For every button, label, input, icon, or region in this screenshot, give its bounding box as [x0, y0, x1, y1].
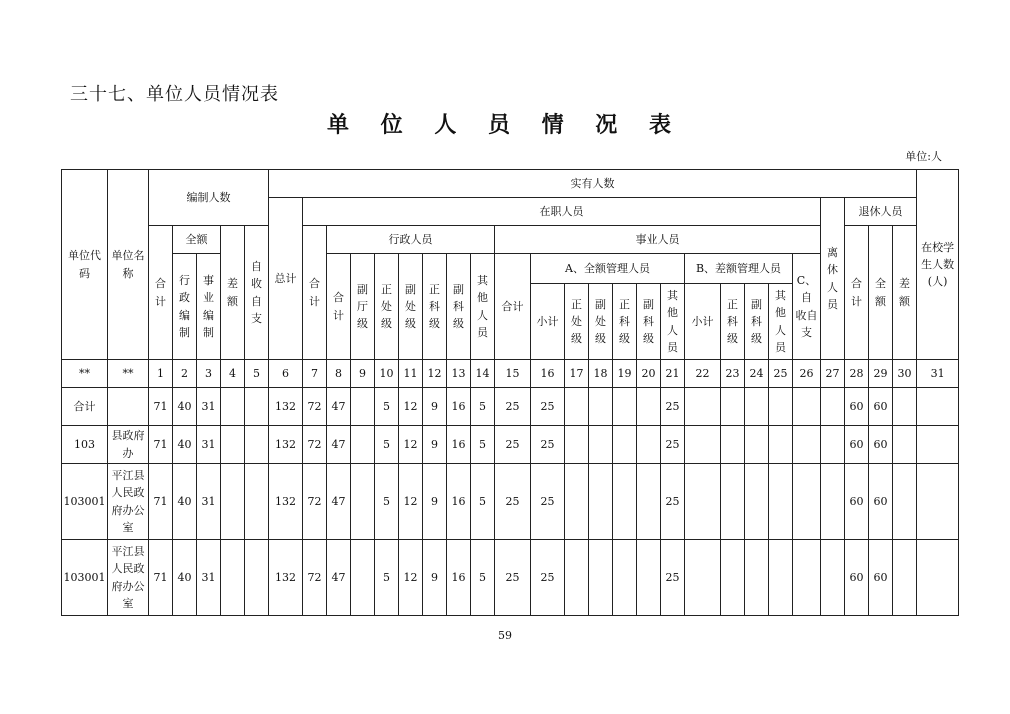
data-cell: 60 [845, 540, 869, 616]
data-cell [769, 464, 793, 540]
row-unit-name [108, 388, 149, 426]
data-cell [793, 464, 821, 540]
data-cell: 9 [423, 540, 447, 616]
data-cell: 31 [197, 464, 221, 540]
data-cell: 72 [303, 540, 327, 616]
data-cell [221, 464, 245, 540]
header-xz-qita: 其 他 人 员 [471, 254, 495, 360]
data-cell [589, 540, 613, 616]
data-cell [245, 464, 269, 540]
data-cell [351, 426, 375, 464]
header-tuixiu: 退休人员 [845, 198, 917, 226]
data-cell [917, 426, 959, 464]
data-cell [685, 464, 721, 540]
data-cell [351, 388, 375, 426]
header-a-qita: 其 他 人 员 [661, 284, 685, 360]
data-cell: 12 [399, 540, 423, 616]
column-index: 10 [375, 360, 399, 388]
data-cell [893, 426, 917, 464]
data-cell: 40 [173, 464, 197, 540]
row-code: 103001 [62, 464, 108, 540]
data-cell [685, 540, 721, 616]
data-cell: 25 [661, 540, 685, 616]
column-index: 9 [351, 360, 375, 388]
column-index: 4 [221, 360, 245, 388]
data-cell: 25 [495, 464, 531, 540]
data-cell [245, 426, 269, 464]
row-unit-name: 平江县人民政府办公室 [108, 464, 149, 540]
data-cell [793, 540, 821, 616]
header-b-qita: 其 他 人 员 [769, 284, 793, 360]
data-cell: 25 [531, 540, 565, 616]
data-cell [721, 540, 745, 616]
column-index: 16 [531, 360, 565, 388]
data-cell [221, 388, 245, 426]
column-index: 25 [769, 360, 793, 388]
data-cell [821, 464, 845, 540]
header-shiye-bianzhi: 事 业 编 制 [197, 254, 221, 360]
column-index: ** [62, 360, 108, 388]
data-cell: 31 [197, 388, 221, 426]
column-index: 17 [565, 360, 589, 388]
data-cell: 25 [661, 426, 685, 464]
data-cell: 16 [447, 464, 471, 540]
data-cell: 47 [327, 540, 351, 616]
header-a-zheng-ke: 正 科 级 [613, 284, 637, 360]
data-cell [589, 426, 613, 464]
column-index: 30 [893, 360, 917, 388]
data-cell: 5 [375, 464, 399, 540]
data-cell [769, 540, 793, 616]
table-row [62, 388, 959, 426]
data-cell [637, 388, 661, 426]
column-index: 21 [661, 360, 685, 388]
data-cell [821, 426, 845, 464]
data-cell [613, 426, 637, 464]
data-cell [637, 464, 661, 540]
data-cell: 5 [471, 426, 495, 464]
data-cell [821, 540, 845, 616]
data-cell [745, 388, 769, 426]
header-shiyou: 实有人数 [269, 170, 917, 198]
data-cell: 47 [327, 388, 351, 426]
data-cell [613, 540, 637, 616]
data-cell: 40 [173, 388, 197, 426]
data-cell: 9 [423, 464, 447, 540]
header-zaizhi: 在职人员 [303, 198, 821, 226]
data-cell: 25 [531, 426, 565, 464]
column-index: 15 [495, 360, 531, 388]
column-index: 27 [821, 360, 845, 388]
data-cell [245, 388, 269, 426]
data-cell [821, 388, 845, 426]
data-cell: 72 [303, 388, 327, 426]
data-cell: 47 [327, 464, 351, 540]
data-cell: 40 [173, 426, 197, 464]
data-cell [245, 540, 269, 616]
data-cell [685, 388, 721, 426]
column-index: 18 [589, 360, 613, 388]
data-cell: 132 [269, 464, 303, 540]
header-a-fu-chu: 副 处 级 [589, 284, 613, 360]
header-lixiu: 离 休 人 员 [821, 198, 845, 360]
header-tuixiu-quan-e: 全 额 [869, 226, 893, 360]
data-cell: 47 [327, 426, 351, 464]
data-cell: 71 [149, 540, 173, 616]
header-fu-chu: 副 处 级 [399, 254, 423, 360]
column-index: 19 [613, 360, 637, 388]
data-cell [565, 540, 589, 616]
data-cell: 60 [869, 540, 893, 616]
column-index: 7 [303, 360, 327, 388]
data-cell: 31 [197, 426, 221, 464]
column-index: 29 [869, 360, 893, 388]
data-cell: 25 [495, 426, 531, 464]
data-cell: 5 [375, 540, 399, 616]
data-cell [745, 426, 769, 464]
data-cell: 71 [149, 388, 173, 426]
data-cell: 60 [845, 426, 869, 464]
data-cell: 72 [303, 426, 327, 464]
header-a-group: A、全额管理人员 [531, 254, 685, 284]
header-sy-heji: 合计 [495, 254, 531, 360]
data-cell [917, 540, 959, 616]
data-cell: 5 [471, 540, 495, 616]
unit-label: 单位:人 [905, 150, 942, 163]
data-cell: 12 [399, 426, 423, 464]
column-index: 31 [917, 360, 959, 388]
data-cell: 9 [423, 388, 447, 426]
data-cell [221, 540, 245, 616]
data-cell: 132 [269, 388, 303, 426]
table-row [62, 540, 959, 616]
data-cell: 25 [531, 388, 565, 426]
header-a-fu-ke: 副 科 级 [637, 284, 661, 360]
table-row [62, 464, 959, 540]
column-index-row [62, 360, 959, 388]
row-unit-name: 平江县人民政府办公室 [108, 540, 149, 616]
data-cell: 16 [447, 426, 471, 464]
data-cell [613, 464, 637, 540]
data-cell: 16 [447, 388, 471, 426]
header-zheng-ke: 正 科 级 [423, 254, 447, 360]
data-cell [769, 388, 793, 426]
header-cha-e: 差 额 [221, 226, 245, 360]
column-index: 8 [327, 360, 351, 388]
data-cell [589, 388, 613, 426]
header-b-zheng-ke: 正 科 级 [721, 284, 745, 360]
data-cell: 71 [149, 464, 173, 540]
document-title: 单 位 人 员 情 况 表 [327, 112, 683, 138]
data-cell [793, 426, 821, 464]
header-zheng-chu: 正 处 级 [375, 254, 399, 360]
column-index: 28 [845, 360, 869, 388]
data-cell [565, 464, 589, 540]
header-zongji: 总计 [269, 198, 303, 360]
data-cell [613, 388, 637, 426]
data-cell: 25 [661, 388, 685, 426]
row-code: 合计 [62, 388, 108, 426]
data-cell [721, 426, 745, 464]
header-tuixiu-heji: 合 计 [845, 226, 869, 360]
column-index: 26 [793, 360, 821, 388]
data-cell: 71 [149, 426, 173, 464]
section-heading: 三十七、单位人员情况表 [70, 84, 279, 105]
data-cell [893, 464, 917, 540]
data-cell: 31 [197, 540, 221, 616]
row-unit-name: 县政府办 [108, 426, 149, 464]
data-cell [221, 426, 245, 464]
data-cell [721, 388, 745, 426]
data-cell: 5 [375, 426, 399, 464]
data-cell: 12 [399, 388, 423, 426]
row-code: 103001 [62, 540, 108, 616]
header-fu-ke: 副 科 级 [447, 254, 471, 360]
data-cell [589, 464, 613, 540]
data-cell [917, 388, 959, 426]
data-cell: 60 [845, 464, 869, 540]
header-a-zheng-chu: 正 处 级 [565, 284, 589, 360]
column-index: 13 [447, 360, 471, 388]
column-index: 5 [245, 360, 269, 388]
header-zaixiao: 在校学 生人数 (人) [917, 170, 959, 360]
header-b-group: B、差额管理人员 [685, 254, 793, 284]
header-unit-name: 单位名 称 [108, 170, 149, 360]
header-unit-code: 单位代 码 [62, 170, 108, 360]
personnel-table [61, 169, 959, 616]
column-index: 24 [745, 360, 769, 388]
data-cell [565, 388, 589, 426]
page-number: 59 [498, 629, 512, 642]
header-b-fu-ke: 副 科 级 [745, 284, 769, 360]
data-cell: 60 [869, 388, 893, 426]
column-index: 20 [637, 360, 661, 388]
table-row [62, 426, 959, 464]
column-index: 1 [149, 360, 173, 388]
header-xingzheng: 行政人员 [327, 226, 495, 254]
column-index: 12 [423, 360, 447, 388]
header-xz-heji: 合 计 [327, 254, 351, 360]
header-bianzhi-total: 合 计 [149, 226, 173, 360]
data-cell: 9 [423, 426, 447, 464]
header-fu-ting: 副 厅 级 [351, 254, 375, 360]
data-cell: 5 [471, 464, 495, 540]
data-cell: 5 [375, 388, 399, 426]
column-index: 6 [269, 360, 303, 388]
header-zishou-zizhi: 自 收 自 支 [245, 226, 269, 360]
header-zaizhi-heji: 合 计 [303, 226, 327, 360]
data-cell [745, 540, 769, 616]
data-cell [917, 464, 959, 540]
data-cell: 25 [495, 388, 531, 426]
data-cell: 132 [269, 540, 303, 616]
column-index: 14 [471, 360, 495, 388]
header-c-group: C、自 收自 支 [793, 254, 821, 360]
data-cell: 40 [173, 540, 197, 616]
header-tuixiu-cha-e: 差 额 [893, 226, 917, 360]
data-cell: 12 [399, 464, 423, 540]
data-cell: 25 [661, 464, 685, 540]
data-cell: 5 [471, 388, 495, 426]
data-cell: 132 [269, 426, 303, 464]
data-cell: 16 [447, 540, 471, 616]
column-index: 22 [685, 360, 721, 388]
data-cell [685, 426, 721, 464]
data-cell [893, 540, 917, 616]
data-cell [745, 464, 769, 540]
data-cell [893, 388, 917, 426]
data-cell: 72 [303, 464, 327, 540]
column-index: 3 [197, 360, 221, 388]
data-cell: 60 [845, 388, 869, 426]
data-cell [637, 540, 661, 616]
header-xingzheng-bianzhi: 行 政 编 制 [173, 254, 197, 360]
column-index: 11 [399, 360, 423, 388]
data-cell [351, 464, 375, 540]
header-a-xiaoji: 小计 [531, 284, 565, 360]
data-cell: 60 [869, 464, 893, 540]
header-quan-e: 全额 [173, 226, 221, 254]
data-cell [637, 426, 661, 464]
header-shiye: 事业人员 [495, 226, 821, 254]
row-code: 103 [62, 426, 108, 464]
data-cell [351, 540, 375, 616]
data-cell [793, 388, 821, 426]
header-b-xiaoji: 小计 [685, 284, 721, 360]
header-bianzhi: 编制人数 [149, 170, 269, 226]
data-cell [769, 426, 793, 464]
data-cell: 25 [531, 464, 565, 540]
column-index: 23 [721, 360, 745, 388]
data-cell: 25 [495, 540, 531, 616]
data-cell: 60 [869, 426, 893, 464]
data-cell [565, 426, 589, 464]
column-index: 2 [173, 360, 197, 388]
column-index: ** [108, 360, 149, 388]
data-cell [721, 464, 745, 540]
